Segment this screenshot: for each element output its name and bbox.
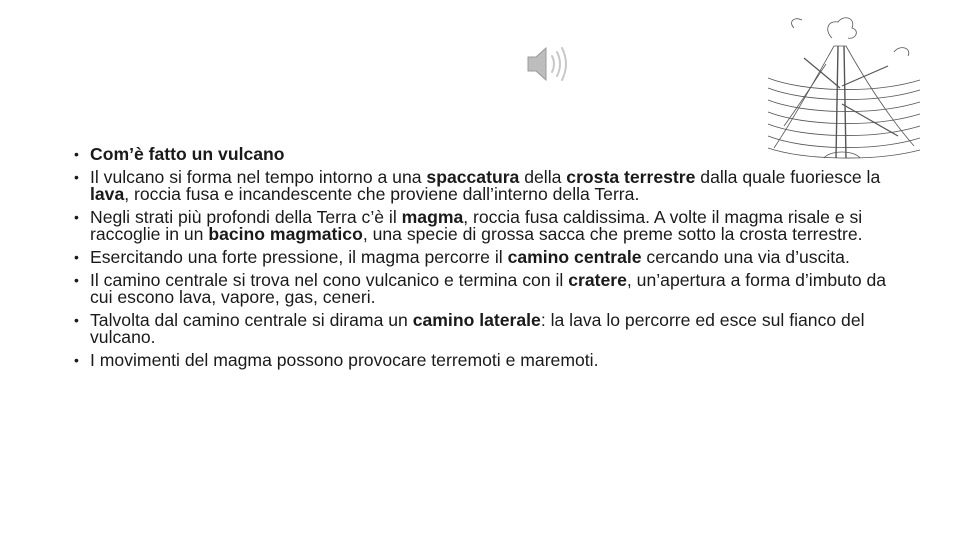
speaker-icon[interactable] (524, 42, 576, 86)
bullet-item (74, 209, 890, 243)
bullet-item (74, 249, 890, 266)
bullet-text: , una specie di grossa sacca che preme sotto la crosta terrestre. (362, 224, 863, 244)
bullet-text: cercando una via d’uscita. (641, 247, 850, 267)
bullet-text: , un’apertura a forma d’imbuto da cui escono lava, vapore, gas, ceneri. (90, 270, 887, 307)
bold-term: camino laterale (412, 310, 541, 330)
bullet-text: , roccia fusa e incandescente che proviene dall’interno della Terra. (124, 184, 640, 204)
bullet-text: I movimenti del magma possono provocare terremoti e maremoti. (90, 350, 599, 370)
bullet-text: dalla quale fuoriesce la (695, 167, 881, 187)
bold-term: camino centrale (507, 247, 642, 267)
bullet-text: Il vulcano si forma nel tempo intorno a una (90, 167, 427, 187)
bullet-item (74, 352, 890, 369)
bold-term: magma (401, 207, 464, 227)
bullet-item (74, 169, 890, 203)
bold-term: lava (90, 184, 125, 204)
bullet-text: Esercitando una forte pressione, il magma percorre il (90, 247, 508, 267)
bullet-text: , roccia fusa caldissima. A volte il magma risale e si raccoglie in un (90, 207, 863, 244)
bullet-text: della (519, 167, 567, 187)
bullet-item (74, 312, 890, 346)
bullet-text: Negli strati più profondi della Terra c’è il (90, 207, 402, 227)
volcano-cross-section-illustration (764, 8, 924, 166)
bold-term: spaccatura (426, 167, 520, 187)
bullet-item (74, 272, 890, 306)
bullet-item (74, 146, 890, 163)
bullet-list (74, 146, 890, 375)
bold-term: crosta terrestre (566, 167, 696, 187)
bullet-text: Talvolta dal camino centrale si dirama un (90, 310, 413, 330)
bold-term: cratere (568, 270, 627, 290)
bullet-text: Il camino centrale si trova nel cono vulcanico e termina con il (90, 270, 569, 290)
bullet-text: : la lava lo percorre ed esce sul fianco del vulcano. (90, 310, 865, 347)
bold-term: Com’è fatto un vulcano (90, 144, 285, 164)
bold-term: bacino magmatico (208, 224, 363, 244)
